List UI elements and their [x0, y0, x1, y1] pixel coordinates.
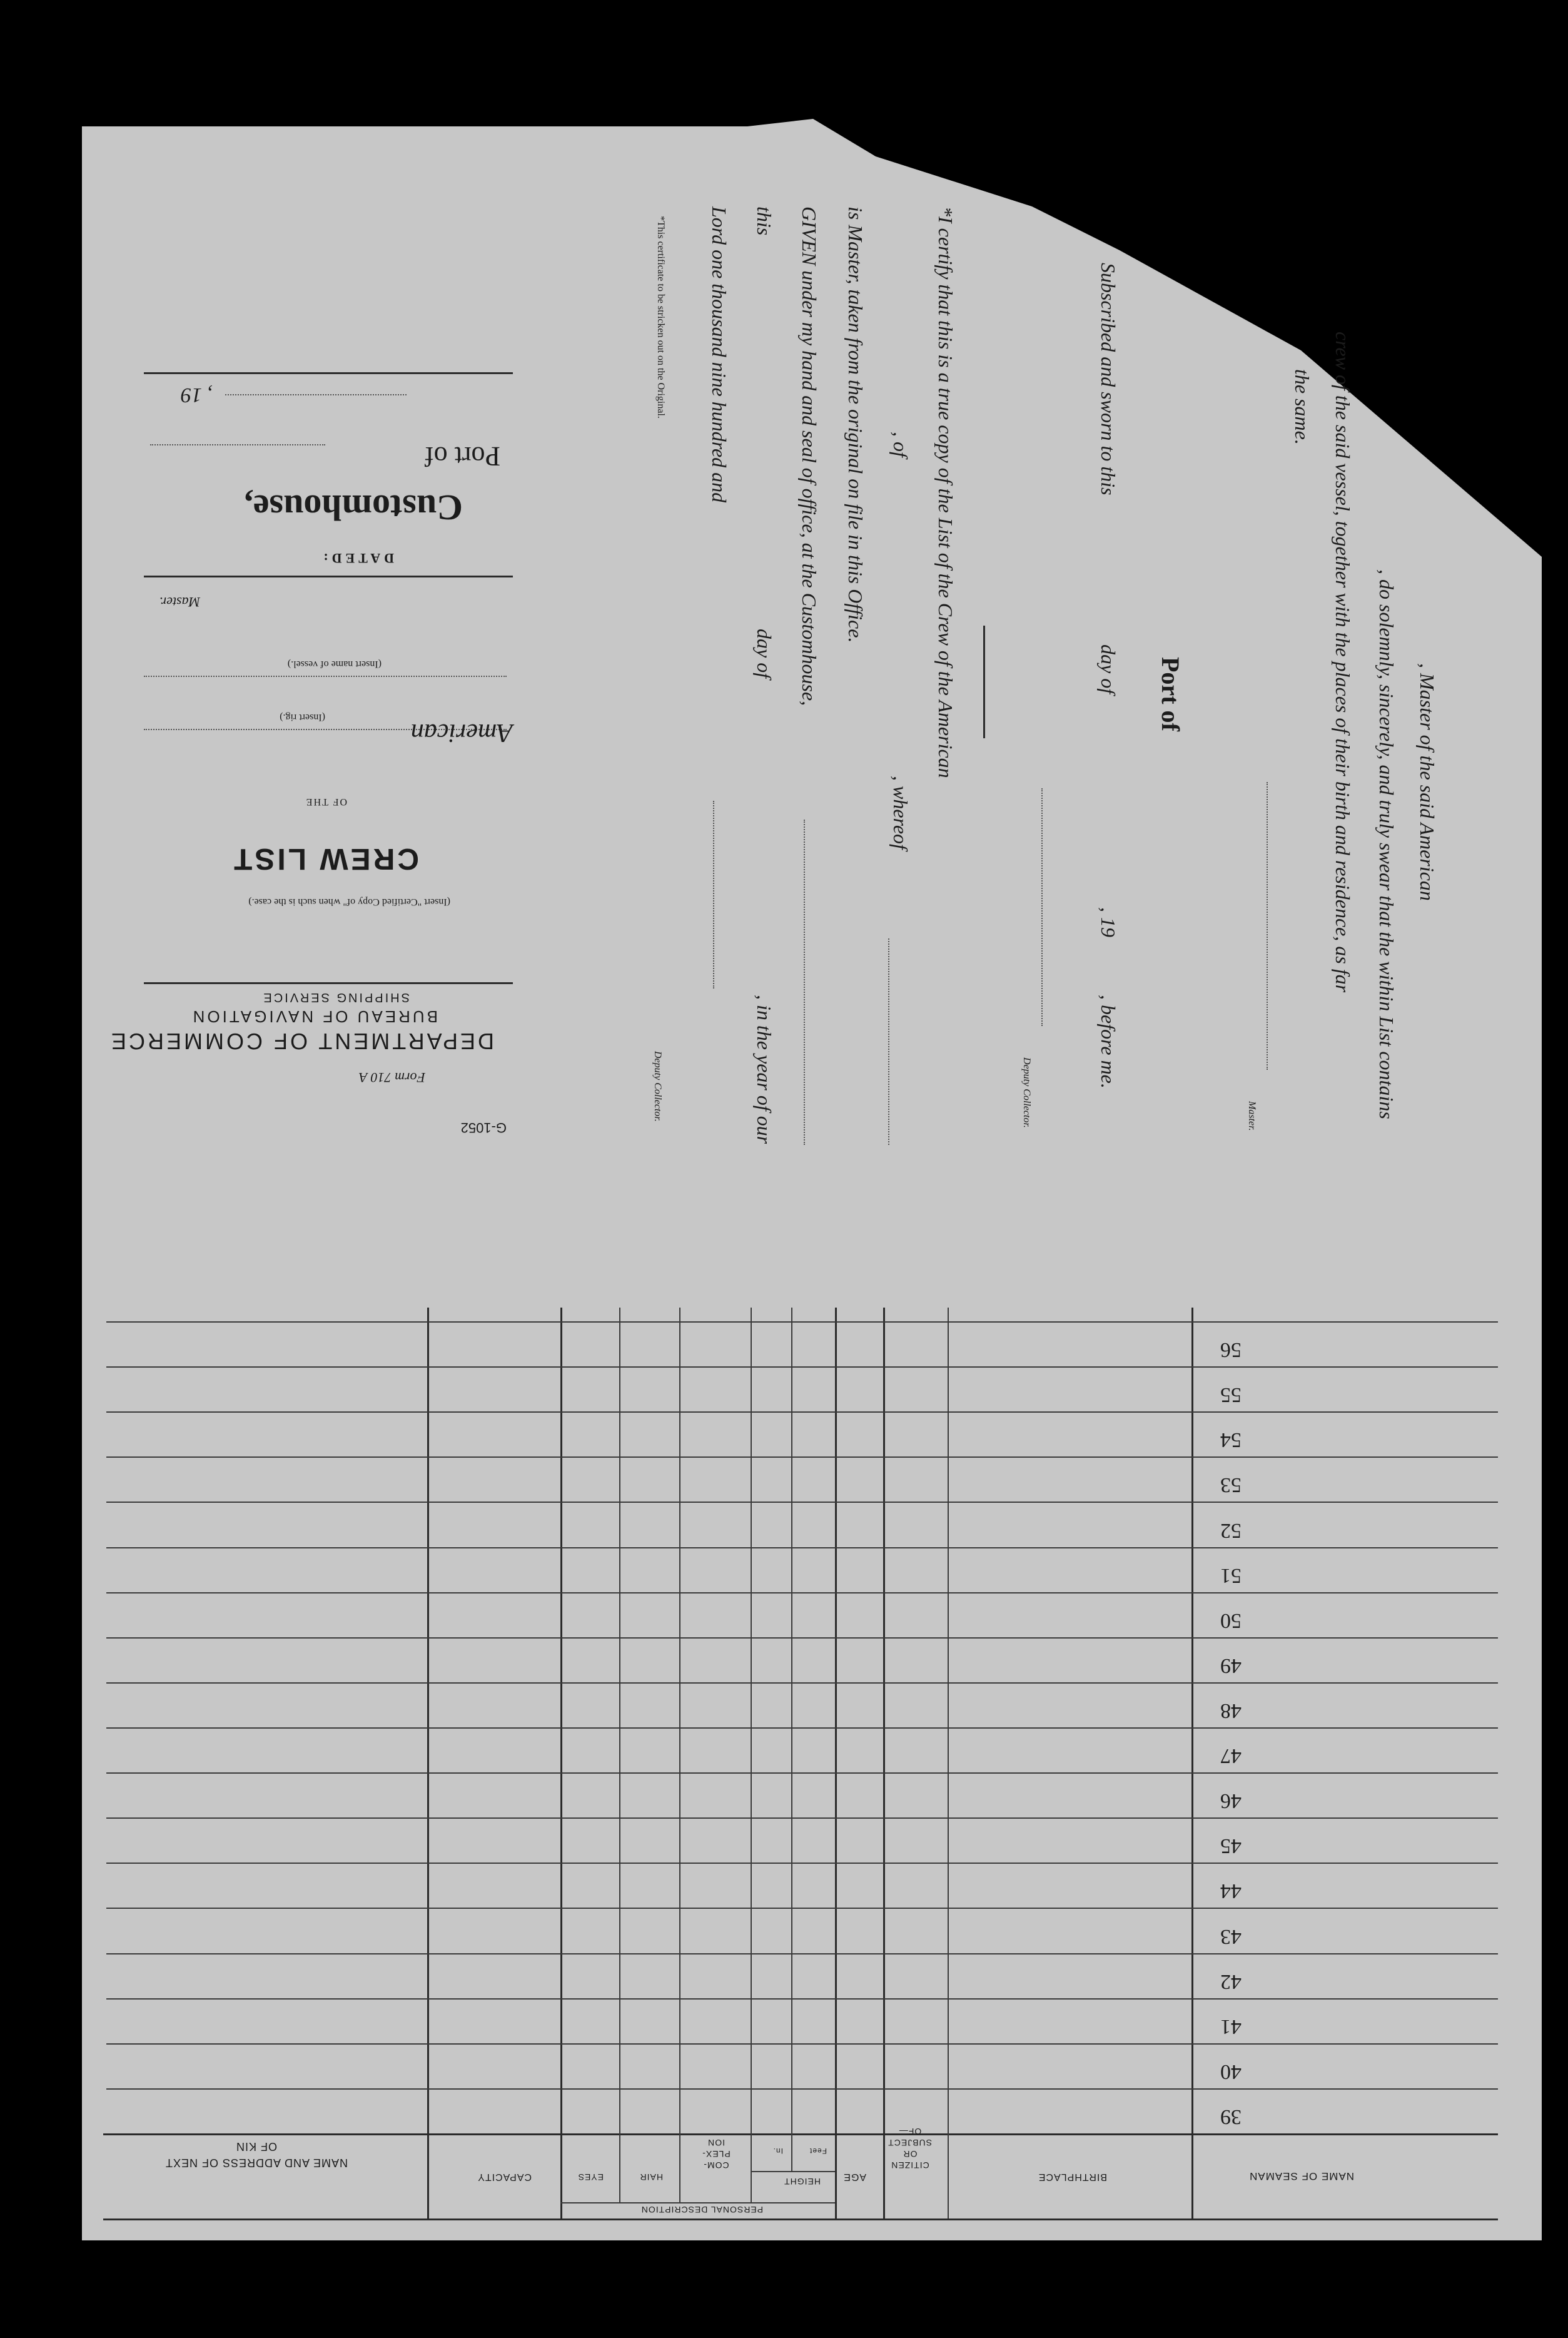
table-row [106, 1817, 1498, 1819]
certificate-line5c: , in the year of our [753, 995, 776, 1144]
certificate-deputy-collector: Deputy Collector. [652, 1051, 663, 1122]
cover-vessel-note: (Insert name of vessel.) [287, 659, 382, 669]
row-number: 42 [1220, 1970, 1242, 1993]
row-number: 47 [1220, 1744, 1242, 1767]
certificate-line3-blank [888, 938, 889, 1145]
certificate-line6: Lord one thousand nine hundred and [708, 206, 731, 503]
cover-service: SHIPPING SERVICE [261, 990, 410, 1004]
oath-deputy-collector: Deputy Collector. [1021, 1057, 1032, 1128]
row-number: 45 [1220, 1834, 1242, 1858]
col-capacity-eyes [560, 1308, 562, 2219]
table-row [106, 1592, 1498, 1593]
oath-day-of: day of [1097, 644, 1120, 694]
header-next-of-kin: NAME AND ADDRESS OF NEXT OF KIN [164, 2140, 348, 2169]
table-row [106, 1547, 1498, 1548]
row-number: 52 [1220, 1519, 1242, 1542]
header-age: AGE [843, 2172, 866, 2182]
row-number: 44 [1220, 1879, 1242, 1903]
header-feet: Feet [809, 2147, 827, 2155]
cover-of-the: OF THE [305, 796, 347, 807]
certificate-line5a: this [753, 206, 776, 236]
cover-vessel-blank [144, 676, 507, 677]
cover-department: DEPARTMENT OF COMMERCE [108, 1029, 494, 1054]
oath-line2: , do solemnly, sincerely, and truly swear that the within List contains [1375, 569, 1398, 1119]
oath-line3: crew of the said vessel, together with the places of their birth and residence, as far [1332, 332, 1354, 993]
oath-deputy-blank [1041, 788, 1043, 1026]
header-birthplace: BIRTHPLACE [1038, 2172, 1107, 2182]
cover-title: CREW LIST [231, 842, 419, 875]
col-citizen-birthplace [948, 1308, 949, 2219]
table-row [106, 1502, 1498, 1503]
table-row [106, 1953, 1498, 1954]
certificate-line1: *I certify that this is a true copy of the List of the Crew of the American [934, 206, 957, 778]
col-eyes-hair [619, 1308, 620, 2202]
oath-subscribed: Subscribed and sworn to this [1097, 263, 1120, 496]
table-row [106, 1727, 1498, 1729]
cover-dated: DATED: [320, 551, 394, 566]
col-age-citizen [883, 1308, 885, 2219]
table-row [106, 1998, 1498, 2000]
row-number: 43 [1220, 1925, 1242, 1948]
cover-port-of: Port of [425, 441, 500, 472]
certificate-line3: is Master, taken from the original on file in this Office. [844, 206, 867, 643]
oath-port-of: Port of [1156, 657, 1185, 731]
table-row [106, 2088, 1498, 2090]
table-row [106, 1321, 1498, 1323]
table-header-rule [103, 2133, 1498, 2135]
cover-master: Master. [159, 594, 200, 610]
row-number: 41 [1220, 2015, 1242, 2038]
row-number: 48 [1220, 1699, 1242, 1722]
certificate-line6-blank [713, 801, 714, 989]
oath-year: , 19 [1097, 907, 1120, 937]
row-number: 54 [1220, 1428, 1242, 1451]
cover-certified-note: (Insert "Certified Copy of" when such is the case.) [248, 897, 450, 907]
header-height: HEIGHT [784, 2177, 821, 2187]
oath-line4: the same. [1291, 369, 1313, 445]
col-kin-capacity [427, 1308, 429, 2219]
oath-master-blank [1267, 782, 1268, 1070]
header-name: NAME OF SEAMAN [1249, 2170, 1354, 2182]
row-number: 56 [1220, 1338, 1242, 1361]
header-personal-description: PERSONAL DESCRIPTION [640, 2205, 763, 2215]
header-capacity: CAPACITY [477, 2172, 532, 2182]
table-row [106, 1863, 1498, 1864]
cover-print-code: G-1052 [460, 1120, 507, 1136]
col-hair-complexion [679, 1308, 680, 2202]
cover-bureau: BUREAU OF NAVIGATION [190, 1007, 438, 1026]
table-row [106, 1682, 1498, 1684]
cover-customhouse: Customhouse, [244, 487, 463, 528]
col-in-feet [791, 1308, 792, 2171]
row-number: 39 [1220, 2105, 1242, 2128]
cover-form-number: Form 710 A [359, 1070, 425, 1085]
row-number: 51 [1220, 1564, 1242, 1587]
col-complexion-height [751, 1308, 752, 2202]
row-number: 50 [1220, 1609, 1242, 1632]
cover-port-blank [150, 444, 325, 445]
header-complexion: COM-PLEX-ION [702, 2138, 731, 2170]
table-row [106, 1366, 1498, 1368]
col-height-age [835, 1308, 837, 2219]
oath-before-me: , before me. [1097, 995, 1120, 1089]
divider-rule [983, 626, 985, 738]
header-eyes: EYES [577, 2172, 604, 2182]
row-number: 53 [1220, 1473, 1242, 1497]
certificate-line4-blank [804, 820, 805, 1145]
table-row [106, 2043, 1498, 2045]
height-sub-rule [751, 2171, 835, 2172]
oath-master-signature: Master. [1247, 1101, 1257, 1131]
table-row [106, 1637, 1498, 1639]
row-number: 55 [1220, 1383, 1242, 1406]
certificate-footnote: *This certificate to be stricken out on the Original. [655, 216, 666, 419]
cover-rule-mid [144, 576, 513, 577]
certificate-line2b: , whereof [889, 776, 912, 850]
header-in: In. [772, 2147, 783, 2155]
cover-rig-note: (Insert rig.) [280, 712, 325, 723]
row-number: 40 [1220, 2060, 1242, 2083]
certificate-line2a: , of [889, 432, 912, 457]
cover-year: , 19 [181, 384, 213, 407]
row-number: 49 [1220, 1654, 1242, 1677]
table-row [106, 1908, 1498, 1909]
table-row [106, 1456, 1498, 1458]
header-citizen: CITIZEN OR SUBJECT OF— [888, 2127, 932, 2170]
personal-description-rule [560, 2202, 835, 2203]
row-number: 46 [1220, 1789, 1242, 1812]
cover-american: American [410, 718, 513, 747]
table-row [106, 1411, 1498, 1413]
certificate-line5b: day of [753, 629, 776, 679]
table-bottom-rule [103, 2219, 1498, 2220]
oath-line1: , Master of the said American [1416, 663, 1439, 901]
certificate-line4: GIVEN under my hand and seal of office, at the Customhouse, [798, 206, 821, 706]
table-row [106, 1772, 1498, 1774]
header-hair: HAIR [639, 2172, 663, 2182]
cover-rule-bottom [144, 982, 513, 984]
cover-rule-top [144, 372, 513, 374]
cover-date-blank [225, 394, 407, 395]
col-birthplace-name [1191, 1308, 1193, 2219]
